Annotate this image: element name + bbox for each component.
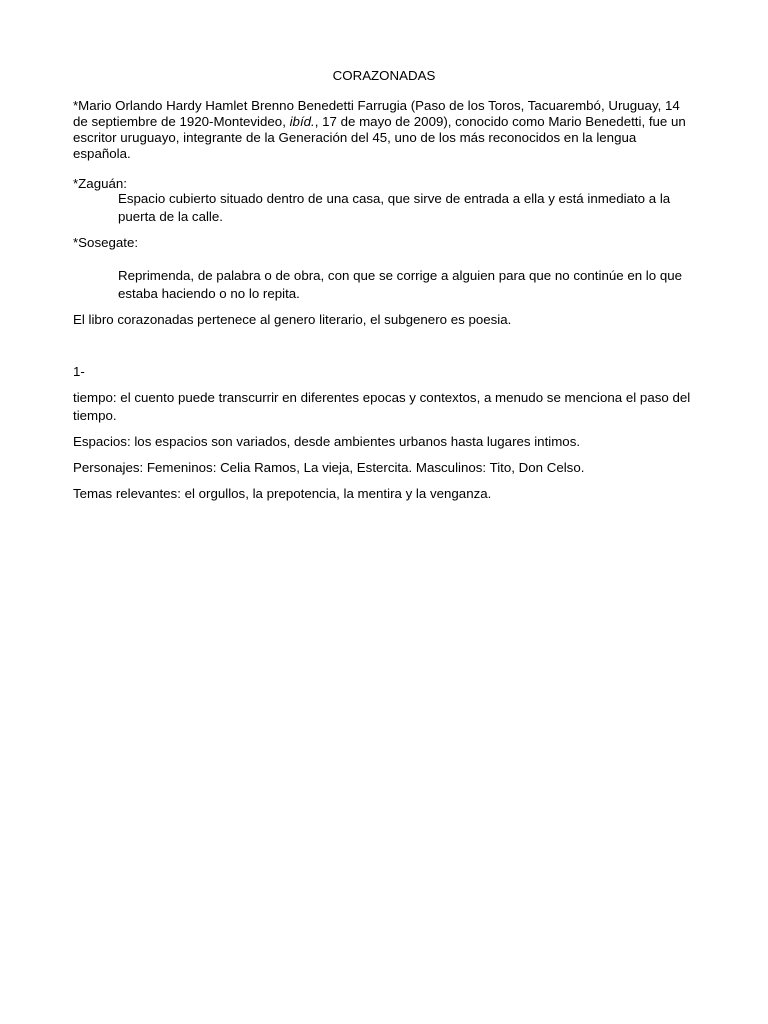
analysis-characters: Personajes: Femeninos: Celia Ramos, La vieja, Estercita. Masculinos: Tito, Don Celso. [73, 460, 585, 475]
author-bio-text: *Mario Orlando Hardy Hamlet Brenno Benedetti Farrugia (Paso de los Toros, Tacuarembó, Uruguay, 14 de septiembre de 1920-Montevideo, [73, 98, 680, 129]
author-bio-text-cont: , 17 de mayo de 2009), conocido como Mario Benedetti, fue un escritor uruguayo, integrante de la Generación del 45, uno de los más reconocidos en la lengua española. [73, 114, 686, 161]
glossary-definition-sosegate: Reprimenda, de palabra o de obra, con que se corrige a alguien para que no continúe en lo que estaba haciendo o no lo repita. [118, 268, 683, 301]
analysis-time: tiempo: el cuento puede transcurrir en diferentes epocas y contextos, a menudo se menciona el paso del tiempo. [73, 390, 691, 423]
author-bio-italic: ibíd. [289, 114, 315, 129]
analysis-themes: Temas relevantes: el orgullos, la prepotencia, la mentira y la venganza. [73, 486, 492, 501]
analysis-spaces: Espacios: los espacios son variados, desde ambientes urbanos hasta lugares intimos. [73, 434, 581, 449]
author-bio-paragraph [73, 98, 697, 162]
glossary-term-sosegate: *Sosegate: [73, 235, 139, 250]
genre-statement: El libro corazonadas pertenece al genero literario, el subgenero es poesia. [73, 312, 512, 327]
glossary-definition-zaguan: Espacio cubierto situado dentro de una casa, que sirve de entrada a ella y está inmediato a la puerta de la calle. [118, 191, 671, 224]
glossary-term-zaguan: *Zaguán: [73, 176, 127, 191]
section-number: 1- [73, 364, 85, 379]
document-title: CORAZONADAS [332, 68, 436, 83]
